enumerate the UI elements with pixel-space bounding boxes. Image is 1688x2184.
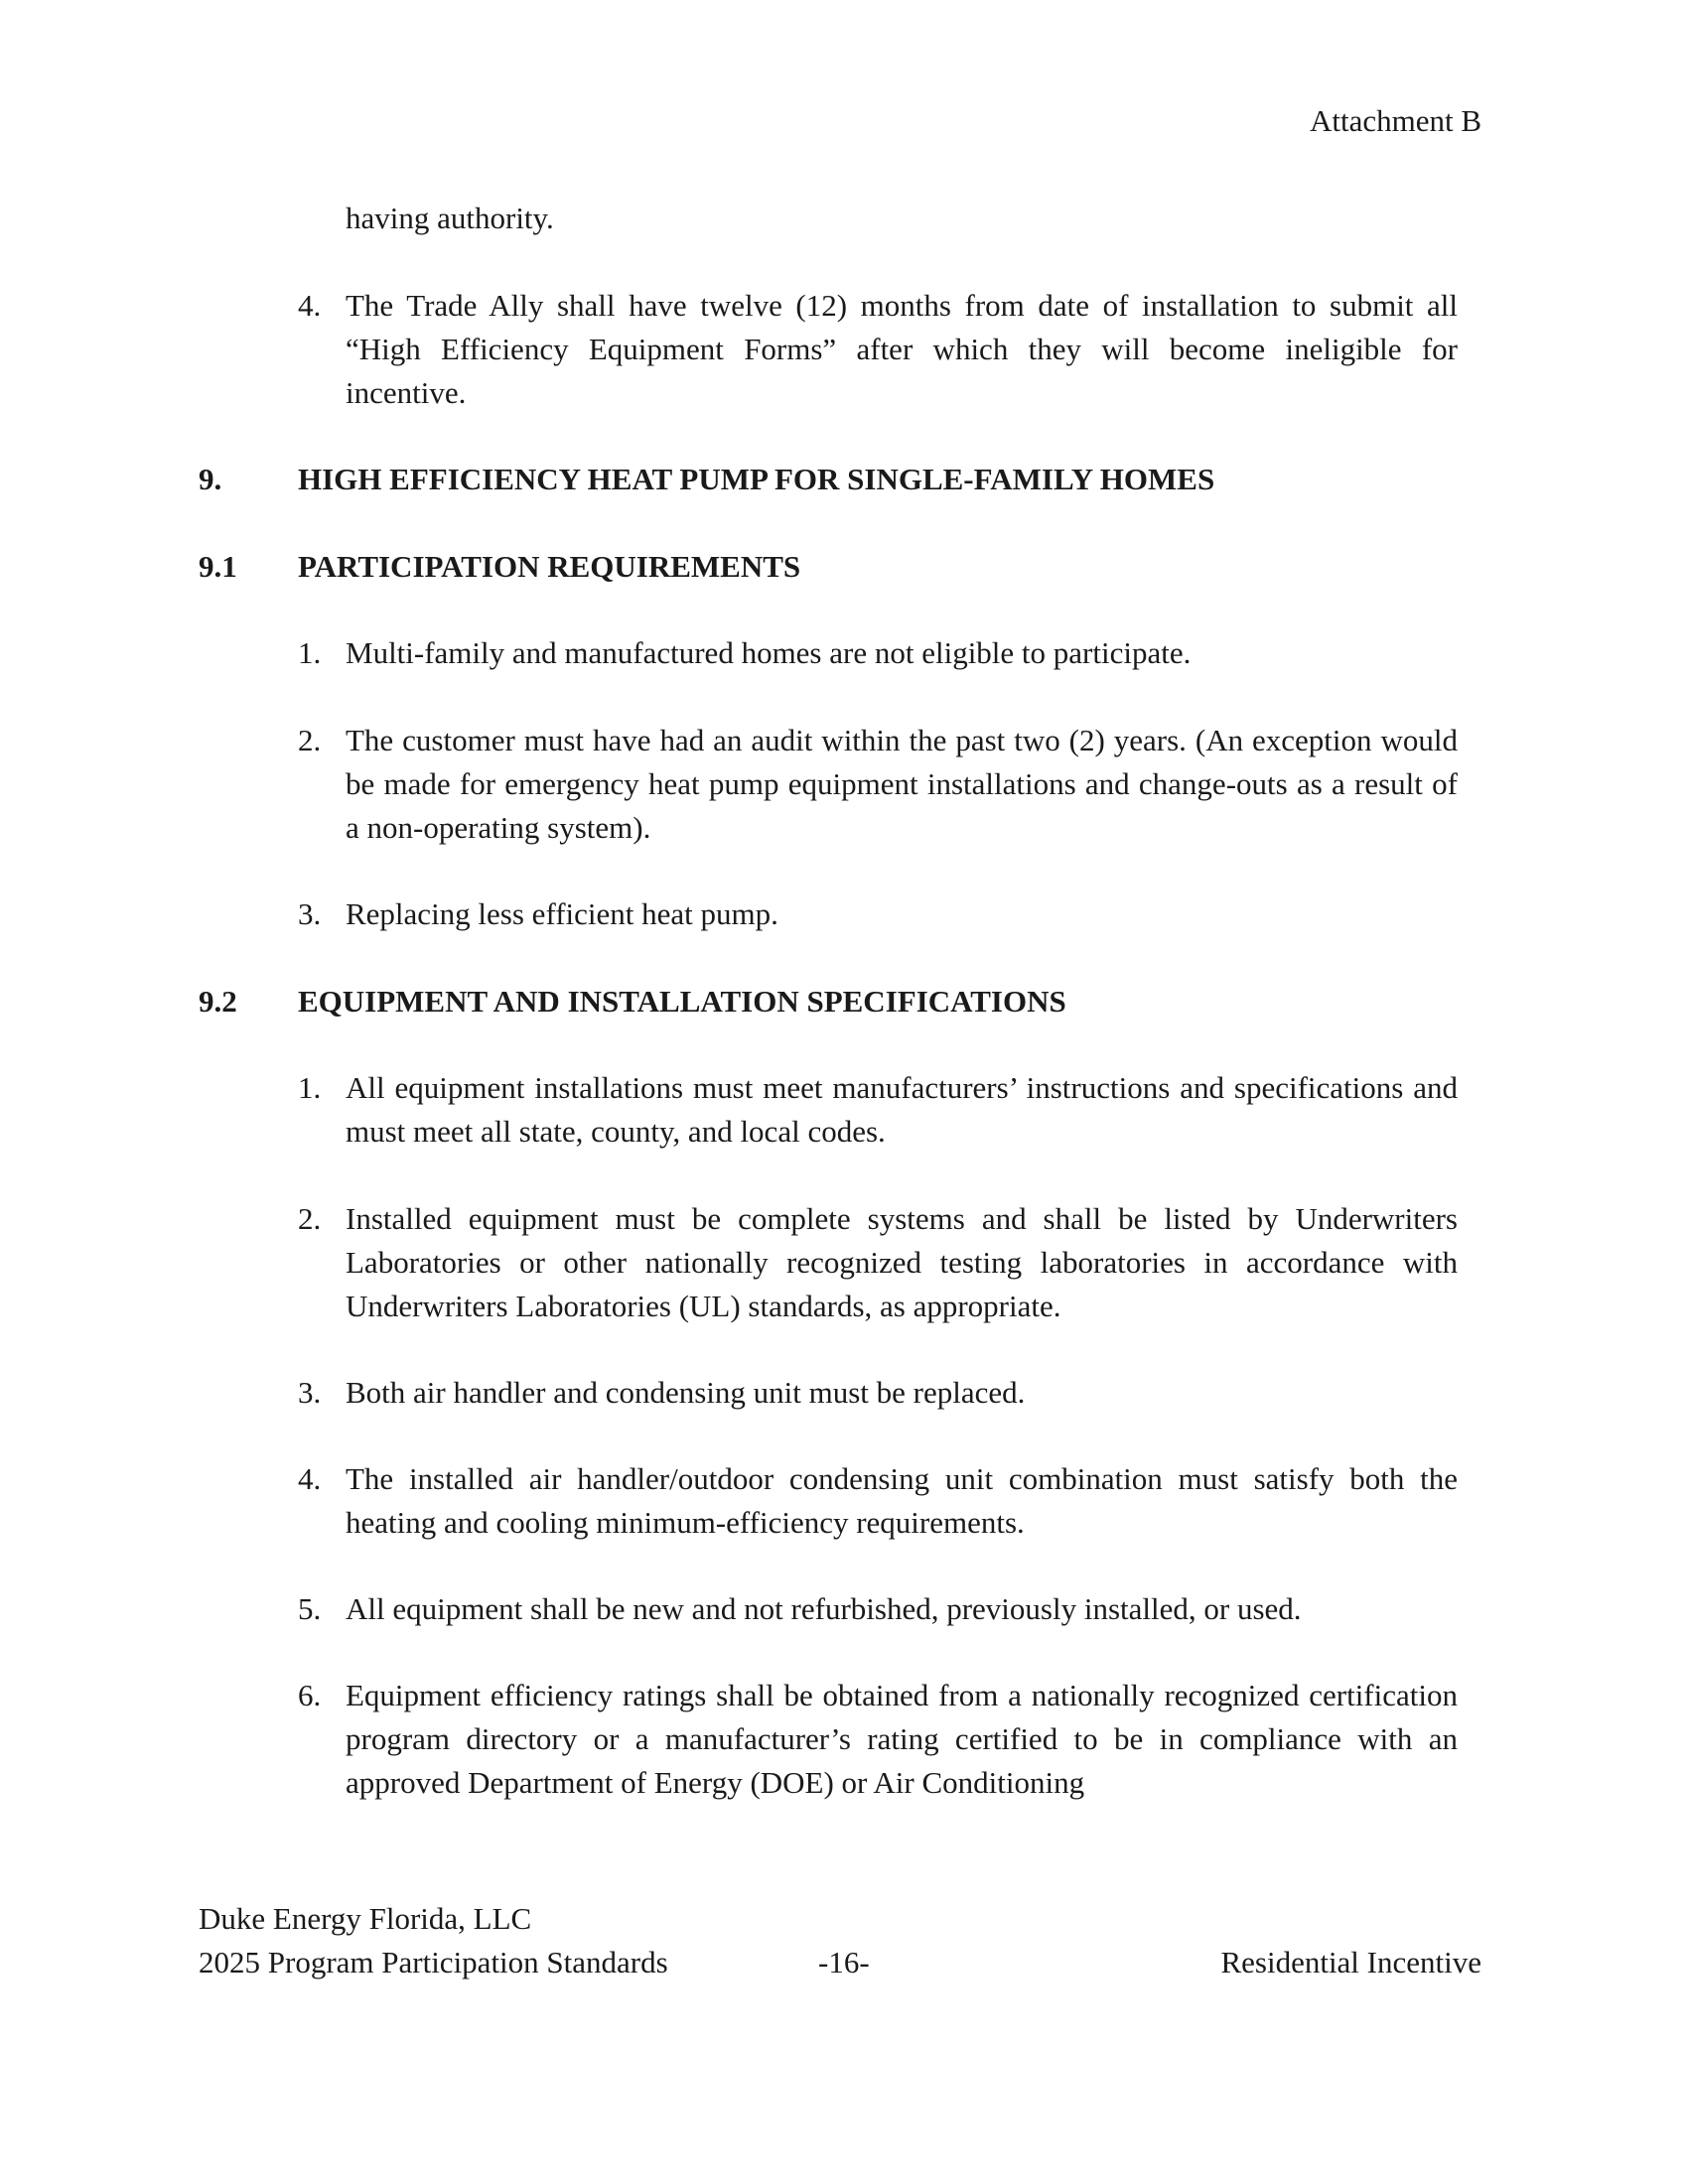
- list-item-text: The Trade Ally shall have twelve (12) months from date of installation to submit all “High Efficiency Equipment Forms” after which they will become ineligible for incentive.: [346, 288, 1458, 410]
- section-number: 9.: [199, 462, 222, 496]
- subsection-title: EQUIPMENT AND INSTALLATION SPECIFICATIONS: [298, 984, 1066, 1019]
- list-item: [298, 1197, 1458, 1328]
- attachment-label: Attachment B: [1309, 103, 1481, 138]
- list-item-text: All equipment installations must meet manufacturers’ instructions and specifications and must meet all state, county, and local codes.: [346, 1070, 1458, 1149]
- continuation-text: having authority.: [346, 201, 554, 235]
- list-item: [298, 1674, 1458, 1805]
- list-item-text: The customer must have had an audit within the past two (2) years. (An exception would be made for emergency heat pump equipment installations and change-outs as a result of a non-operating system).: [346, 723, 1458, 845]
- footer-document: 2025 Program Participation Standards: [199, 1945, 668, 1979]
- list-item-text: All equipment shall be new and not refurbished, previously installed, or used.: [346, 1591, 1302, 1626]
- list-item-number: 4.: [298, 288, 322, 323]
- list-item-number: 2.: [298, 1201, 322, 1236]
- list-item: [298, 631, 1458, 675]
- footer-company: Duke Energy Florida, LLC: [199, 1901, 532, 1936]
- list-item-text: Equipment efficiency ratings shall be obtained from a nationally recognized certification program directory or a manufacturer’s rating certified to be in compliance with an approved Department of Energy (DOE) or Air Conditioning: [346, 1678, 1458, 1800]
- list-item-number: 1.: [298, 1070, 322, 1105]
- section-title: HIGH EFFICIENCY HEAT PUMP FOR SINGLE-FAMILY HOMES: [298, 462, 1215, 496]
- page-number: -16-: [818, 1945, 870, 1979]
- list-item: [298, 284, 1458, 415]
- list-item-number: 1.: [298, 635, 322, 670]
- list-item-number: 5.: [298, 1591, 322, 1626]
- list-item: [298, 1371, 1458, 1415]
- list-item: [298, 892, 1458, 936]
- list-item: [298, 1066, 1458, 1154]
- list-item: [298, 1457, 1458, 1545]
- list-item: [298, 719, 1458, 850]
- list-item-text: Multi-family and manufactured homes are not eligible to participate.: [346, 635, 1192, 670]
- list-item-number: 3.: [298, 896, 322, 931]
- subsection-number: 9.1: [199, 549, 237, 584]
- footer-program: Residential Incentive: [1220, 1945, 1481, 1979]
- list-item-number: 3.: [298, 1375, 322, 1410]
- list-item-text: Replacing less efficient heat pump.: [346, 896, 778, 931]
- list-item-text: The installed air handler/outdoor condensing unit combination must satisfy both the heating and cooling minimum-efficiency requirements.: [346, 1461, 1458, 1540]
- list-item-number: 2.: [298, 723, 322, 757]
- list-item-number: 6.: [298, 1678, 322, 1712]
- footer-left: [199, 1897, 668, 1984]
- list-item-number: 4.: [298, 1461, 322, 1496]
- subsection-title: PARTICIPATION REQUIREMENTS: [298, 549, 801, 584]
- subsection-number: 9.2: [199, 984, 237, 1019]
- list-item-text: Both air handler and condensing unit must be replaced.: [346, 1375, 1026, 1410]
- list-item-text: Installed equipment must be complete systems and shall be listed by Underwriters Laboratories or other nationally recognized testing laboratories in accordance with Underwriters Laboratories (UL) standards, as appropriate.: [346, 1201, 1458, 1323]
- list-item: [298, 1587, 1458, 1631]
